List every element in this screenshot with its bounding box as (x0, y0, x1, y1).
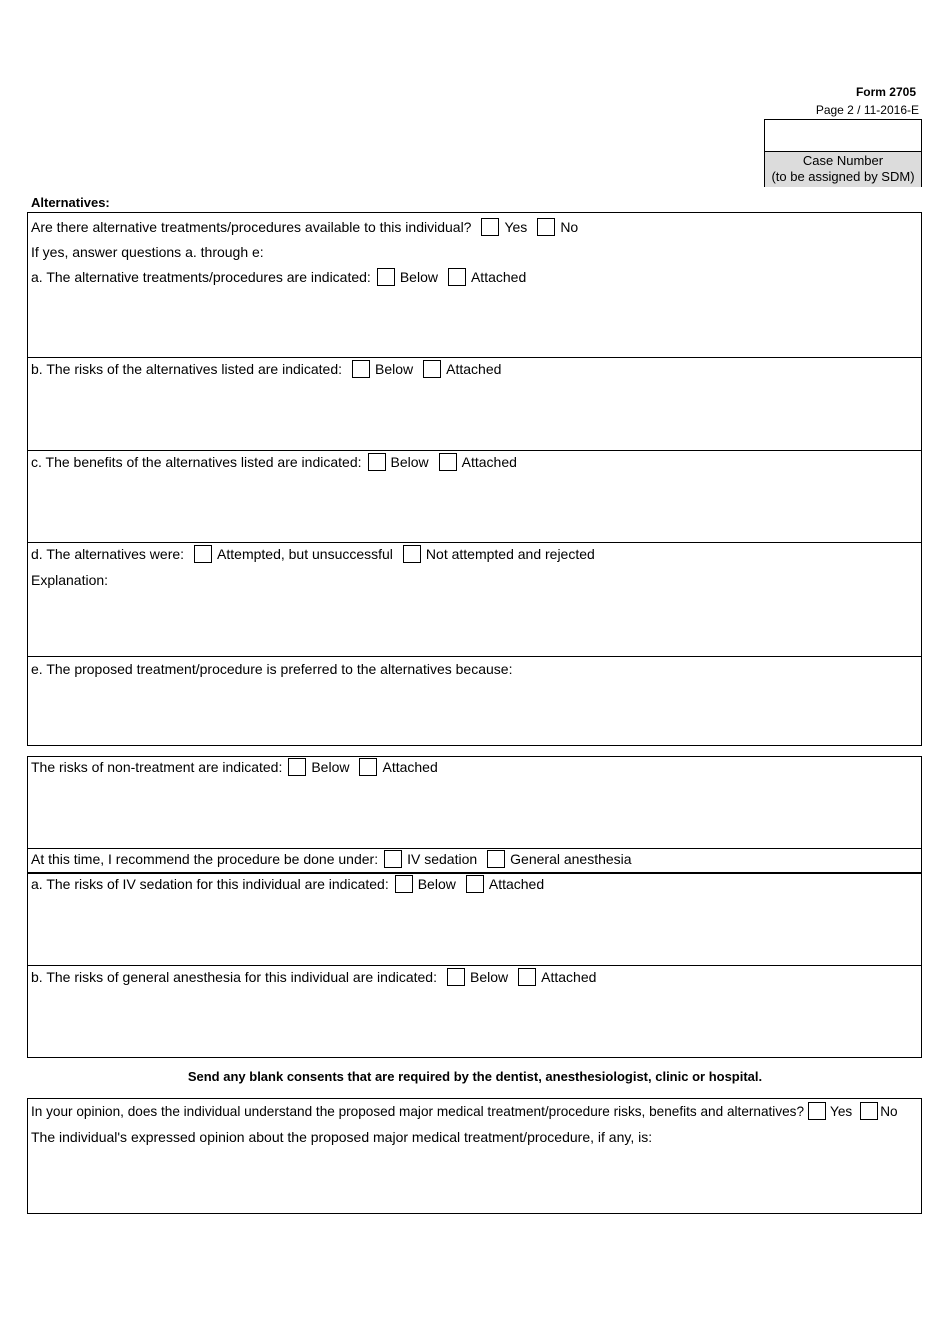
general-risks-below-checkbox[interactable] (447, 968, 465, 986)
question-a-below-checkbox[interactable] (377, 268, 395, 286)
divider (28, 965, 921, 966)
general-risks-below-label: Below (469, 969, 509, 985)
question-d-rejected-label: Not attempted and rejected (425, 546, 595, 562)
question-d-label: d. The alternatives were: (31, 546, 185, 562)
understanding-no-label: No (880, 1103, 898, 1119)
general-anesthesia-checkbox[interactable] (487, 850, 505, 868)
iv-risks-label: a. The risks of IV sedation for this individual are indicated: (31, 876, 389, 892)
risks-section (27, 756, 922, 1058)
divider (28, 656, 921, 657)
alternatives-section (27, 212, 922, 746)
iv-risks-attached-label: Attached (488, 876, 545, 892)
iv-risks-below-checkbox[interactable] (395, 875, 413, 893)
question-c-label: c. The benefits of the alternatives listed are indicated: (31, 454, 362, 470)
non-treatment-label: The risks of non-treatment are indicated: (31, 759, 283, 775)
case-number-label-line2: (to be assigned by SDM) (771, 169, 915, 184)
iv-sedation-label: IV sedation (407, 851, 478, 867)
iv-risks-attached-checkbox[interactable] (466, 875, 484, 893)
understanding-no-checkbox[interactable] (860, 1102, 878, 1120)
understanding-row (31, 1101, 898, 1121)
question-a-below-label: Below (399, 269, 438, 285)
recommend-row (31, 849, 632, 869)
case-number-label-line1: Case Number (802, 153, 884, 168)
non-treatment-below-label: Below (311, 759, 350, 775)
non-treatment-below-checkbox[interactable] (288, 758, 306, 776)
general-risks-label: b. The risks of general anesthesia for this individual are indicated: (31, 969, 437, 985)
understanding-yes-checkbox[interactable] (808, 1102, 826, 1120)
question-a-attached-checkbox[interactable] (448, 268, 466, 286)
question-a-row (31, 267, 526, 287)
iv-risks-below-label: Below (417, 876, 456, 892)
question-b-row (31, 359, 501, 379)
alternatives-heading: Alternatives: (31, 195, 110, 210)
question-b-attached-checkbox[interactable] (423, 360, 441, 378)
question-c-below-label: Below (390, 454, 429, 470)
page-indicator: Page 2 / 11-2016-E (815, 103, 919, 117)
blank-consents-notice: Send any blank consents that are required by the dentist, anesthesiologist, clinic or hospital. (187, 1069, 763, 1084)
non-treatment-attached-label: Attached (382, 759, 438, 775)
recommend-label: At this time, I recommend the procedure be done under: (31, 851, 379, 867)
iv-risks-row (31, 874, 544, 894)
question-c-attached-label: Attached (461, 454, 517, 470)
divider (28, 542, 921, 543)
understanding-yes-label: Yes (830, 1103, 853, 1119)
alternatives-available-question: Are there alternative treatments/procedures available to this individual? (31, 219, 472, 235)
question-d-attempted-checkbox[interactable] (194, 545, 212, 563)
case-number-box (764, 119, 922, 187)
explanation-label: Explanation: (31, 572, 109, 588)
expressed-opinion-label: The individual's expressed opinion about the proposed major medical treatment/procedure, if any, is: (31, 1129, 653, 1145)
question-e-label: e. The proposed treatment/procedure is preferred to the alternatives because: (31, 661, 513, 677)
non-treatment-attached-checkbox[interactable] (359, 758, 377, 776)
general-anesthesia-label: General anesthesia (510, 851, 632, 867)
alternatives-no-label: No (560, 219, 579, 235)
divider (28, 357, 921, 358)
question-d-row (31, 544, 595, 564)
if-yes-instruction: If yes, answer questions a. through e: (31, 244, 264, 260)
iv-sedation-checkbox[interactable] (384, 850, 402, 868)
divider (28, 450, 921, 451)
question-a-label: a. The alternative treatments/procedures are indicated: (31, 269, 371, 285)
alternatives-yes-label: Yes (504, 219, 528, 235)
question-b-below-label: Below (375, 361, 414, 377)
question-d-rejected-checkbox[interactable] (403, 545, 421, 563)
alternatives-no-checkbox[interactable] (537, 218, 555, 236)
question-a-attached-label: Attached (470, 269, 527, 285)
general-risks-attached-checkbox[interactable] (518, 968, 536, 986)
case-number-label (765, 152, 921, 187)
alternatives-yes-checkbox[interactable] (481, 218, 499, 236)
general-risks-row (31, 967, 596, 987)
opinion-section (27, 1098, 922, 1214)
alternatives-available-row (31, 217, 578, 237)
case-number-field[interactable] (765, 120, 921, 152)
question-d-attempted-label: Attempted, but unsuccessful (217, 546, 393, 562)
question-b-label: b. The risks of the alternatives listed are indicated: (31, 361, 343, 377)
question-b-attached-label: Attached (446, 361, 502, 377)
non-treatment-row (31, 757, 438, 777)
form-number: Form 2705 (855, 85, 916, 99)
question-c-attached-checkbox[interactable] (439, 453, 457, 471)
question-c-row (31, 452, 517, 472)
question-b-below-checkbox[interactable] (352, 360, 370, 378)
understanding-question: In your opinion, does the individual understand the proposed major medical treatment/procedure risks, benefits and alternatives? (31, 1103, 805, 1119)
general-risks-attached-label: Attached (541, 969, 597, 985)
question-c-below-checkbox[interactable] (368, 453, 386, 471)
